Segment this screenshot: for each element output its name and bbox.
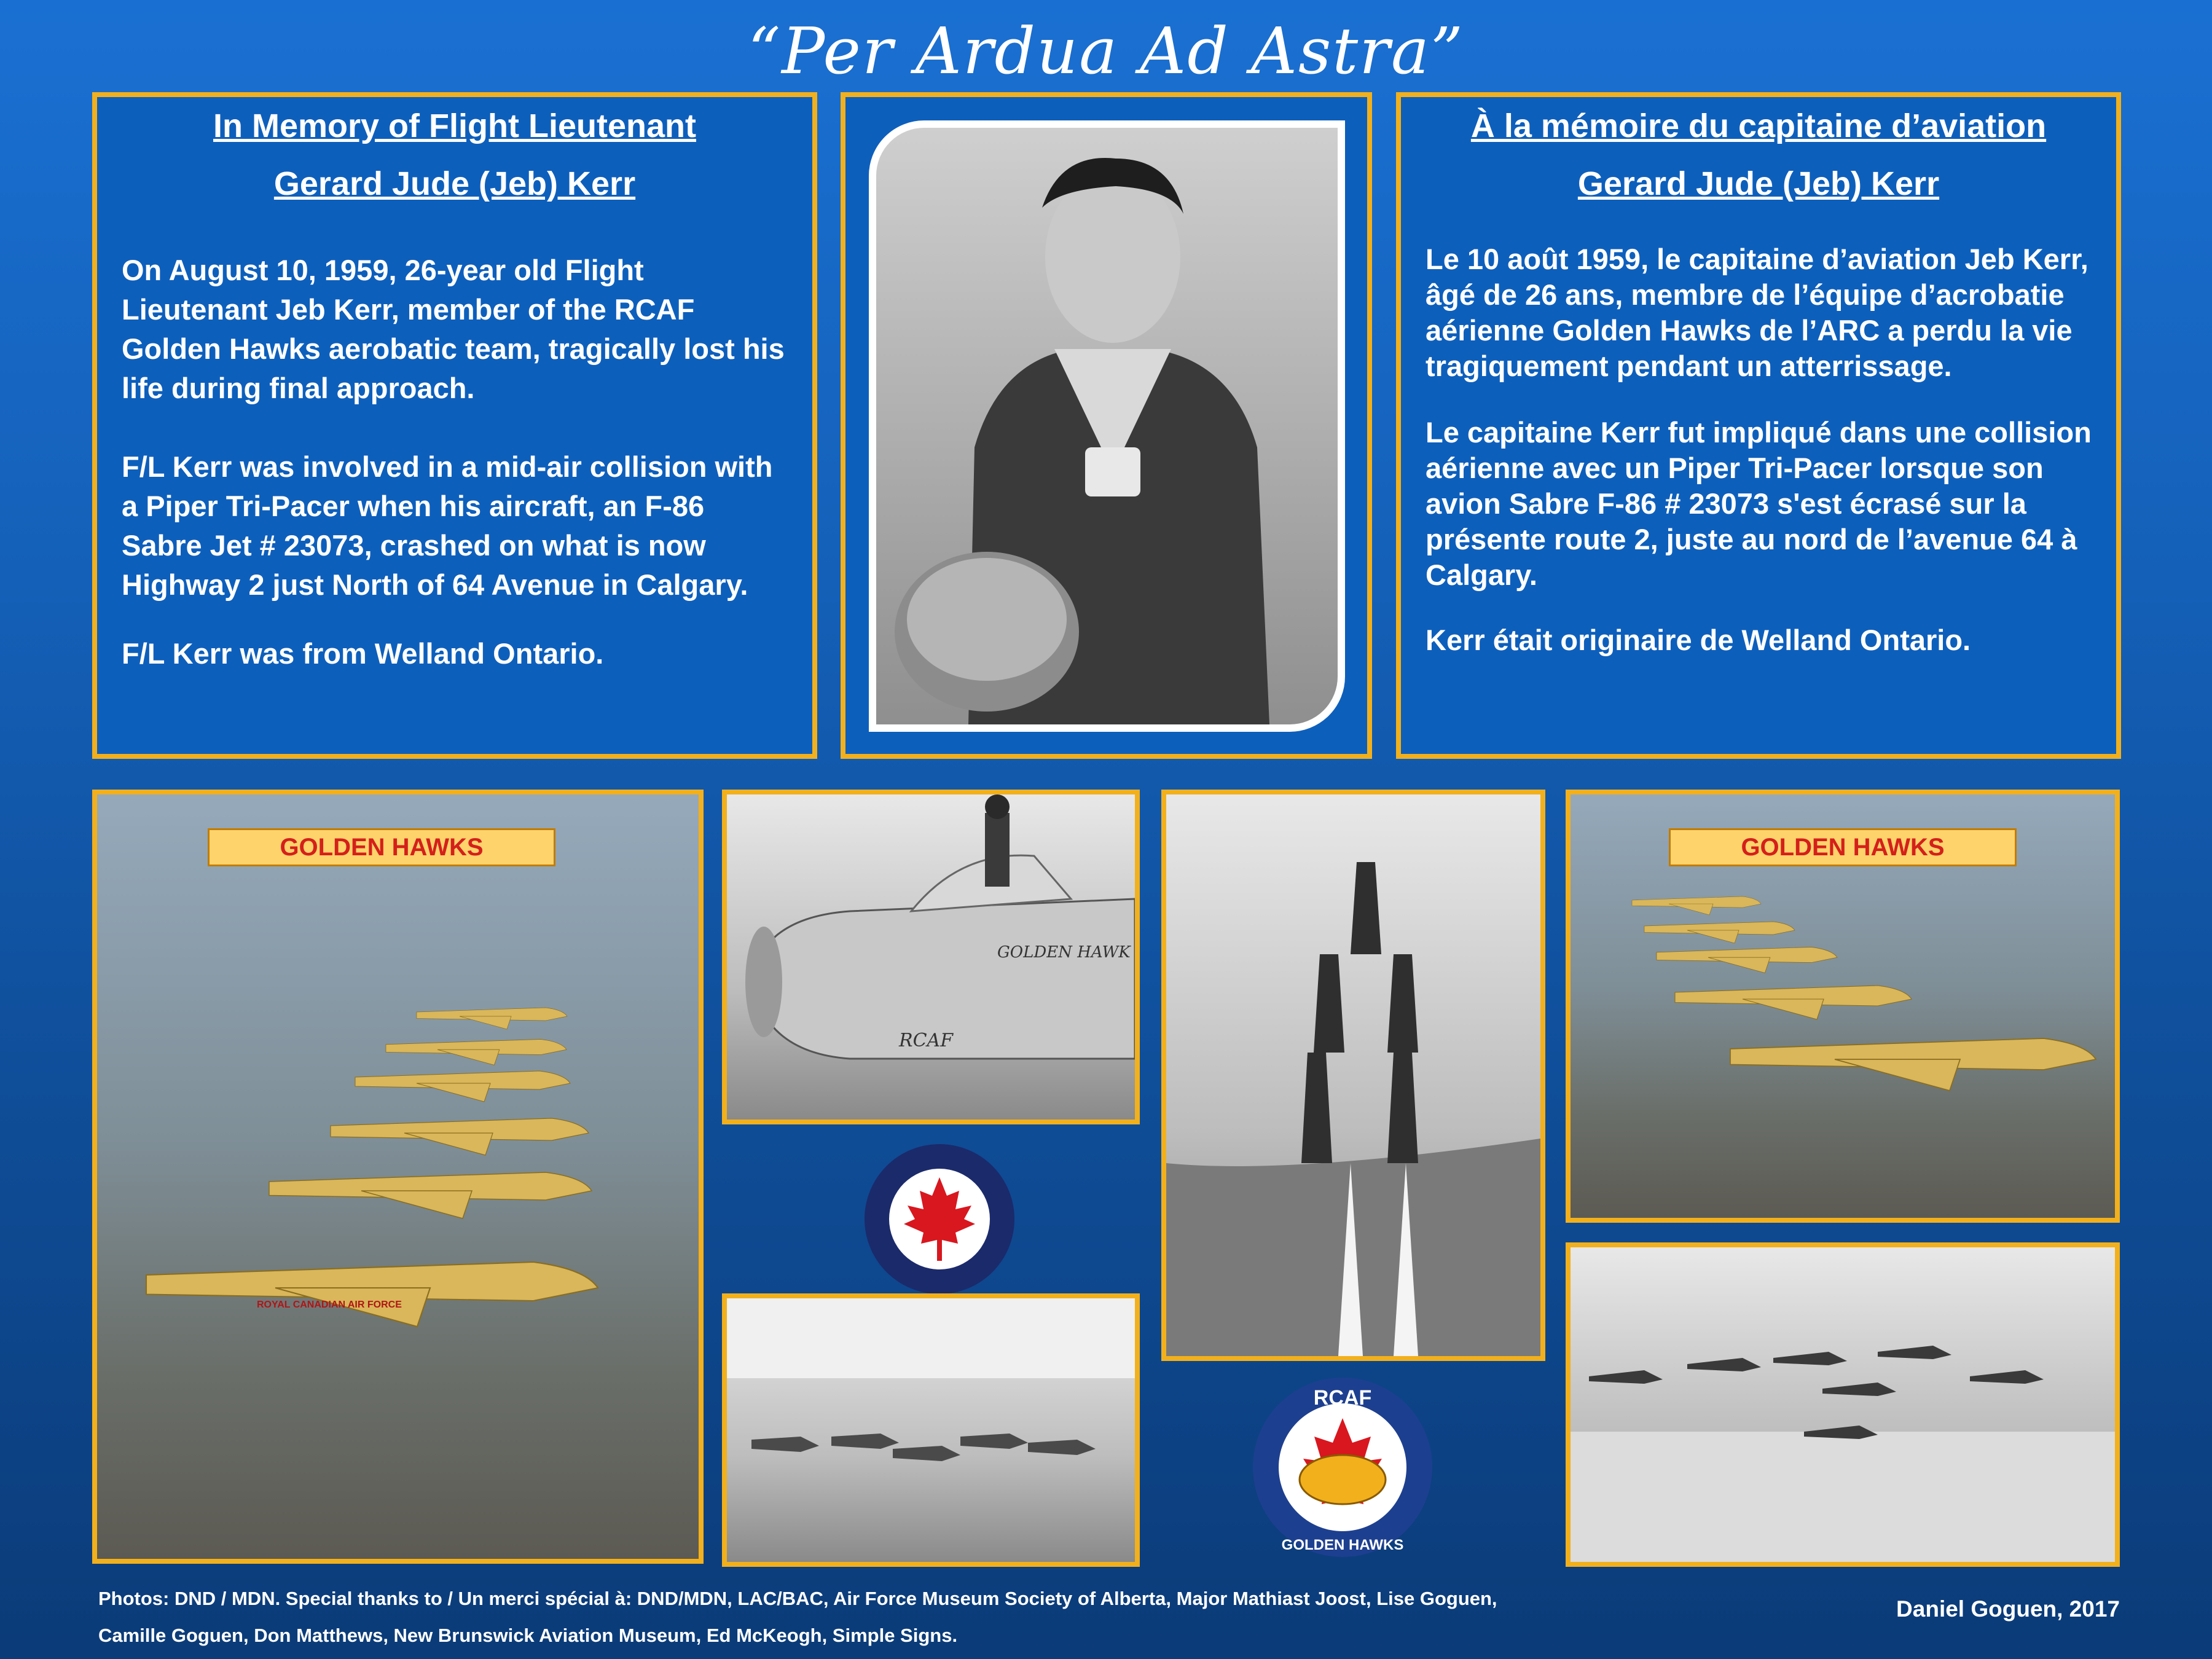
english-heading-line2: Gerard Jude (Jeb) Kerr [273, 165, 636, 202]
fuselage-text-left: ROYAL CANADIAN AIR FORCE [257, 1300, 402, 1310]
jet-nose-text-1: GOLDEN HAWK [997, 943, 1131, 962]
golden-hawks-formation-photo-left [92, 790, 704, 1564]
formation-bw-photo-right [1566, 1242, 2120, 1567]
golden-hawks-label-left: GOLDEN HAWKS [208, 828, 555, 866]
english-heading-line1: In Memory of Flight Lieutenant [213, 108, 696, 144]
english-paragraph-1: On August 10, 1959, 26-year old Flight Lieutenant Jeb Kerr, member of the RCAF Golden Hawks aerobatic team, tragically lost his life during final approach. [122, 254, 785, 404]
golden-hawks-badge-icon [1250, 1375, 1435, 1559]
english-body [122, 251, 791, 673]
rcaf-roundel-icon [863, 1143, 1016, 1295]
right-bw-formation-illustration [1571, 1247, 2115, 1562]
page-title: “Per Ardua Ad Astra” [747, 14, 1465, 88]
formation-jets-illustration [97, 794, 699, 1559]
golden-hawks-label-right: GOLDEN HAWKS [1669, 828, 2017, 866]
formation-bw-illustration [727, 1298, 1135, 1562]
jet-nose-illustration [727, 794, 1135, 1120]
credits-line-2: Camille Goguen, Don Matthews, New Brunswick Aviation Museum, Ed McKeogh, Simple Signs. [98, 1625, 958, 1646]
badge-bottom-text: GOLDEN HAWKS [1281, 1537, 1404, 1553]
french-paragraph-2: Le capitaine Kerr fut impliqué dans une collision aérienne avec un Piper Tri-Pacer lorsque son avion Sabre F-86 # 23073 s'est écrasé sur la présente route 2, juste au nord de l’avenue 64 à Calgary. [1426, 416, 2092, 591]
english-paragraph-3: F/L Kerr was from Welland Ontario. [122, 637, 604, 670]
vertical-formation-photo [1161, 790, 1545, 1361]
french-paragraph-1: Le 10 août 1959, le capitaine d’aviation Jeb Kerr, âgé de 26 ans, membre de l’équipe d’acrobatie aérienne Golden Hawks de l’ARC a perdu la vie tragiquement pendant un atterrissage. [1426, 243, 2088, 382]
right-formation-illustration [1571, 794, 2115, 1218]
formation-bw-photo-bottom [722, 1293, 1140, 1567]
english-memorial-panel [92, 92, 817, 759]
english-paragraph-2: F/L Kerr was involved in a mid-air collision with a Piper Tri-Pacer when his aircraft, an F-86 Sabre Jet # 23073, crashed on what is now Highway 2 just North of 64 Avenue in Calgary. [122, 450, 773, 601]
french-heading-line2: Gerard Jude (Jeb) Kerr [1577, 165, 1940, 202]
french-paragraph-3: Kerr était originaire de Welland Ontario. [1426, 624, 1971, 656]
french-memorial-panel [1396, 92, 2121, 759]
credits-line-1: Photos: DND / MDN. Special thanks to / Un merci spécial à: DND/MDN, LAC/BAC, Air Force Museum Society of Alberta, Major Mathiast Joost, Lise Goguen, [98, 1588, 1497, 1609]
vertical-formation-illustration [1166, 794, 1540, 1356]
jet-nose-pilot-photo [722, 790, 1140, 1124]
french-body [1426, 241, 2101, 658]
photo-credits [98, 1580, 1806, 1654]
golden-hawks-formation-photo-right [1566, 790, 2120, 1223]
french-heading-line1: À la mémoire du capitaine d’aviation [1470, 108, 2047, 144]
jet-nose-text-2: RCAF [899, 1030, 954, 1051]
badge-top-text: RCAF [1313, 1386, 1372, 1410]
portrait-photo [869, 120, 1345, 732]
portrait-panel [841, 92, 1372, 759]
author-signature: Daniel Goguen, 2017 [1896, 1596, 2120, 1622]
pilot-portrait-illustration [876, 128, 1338, 724]
